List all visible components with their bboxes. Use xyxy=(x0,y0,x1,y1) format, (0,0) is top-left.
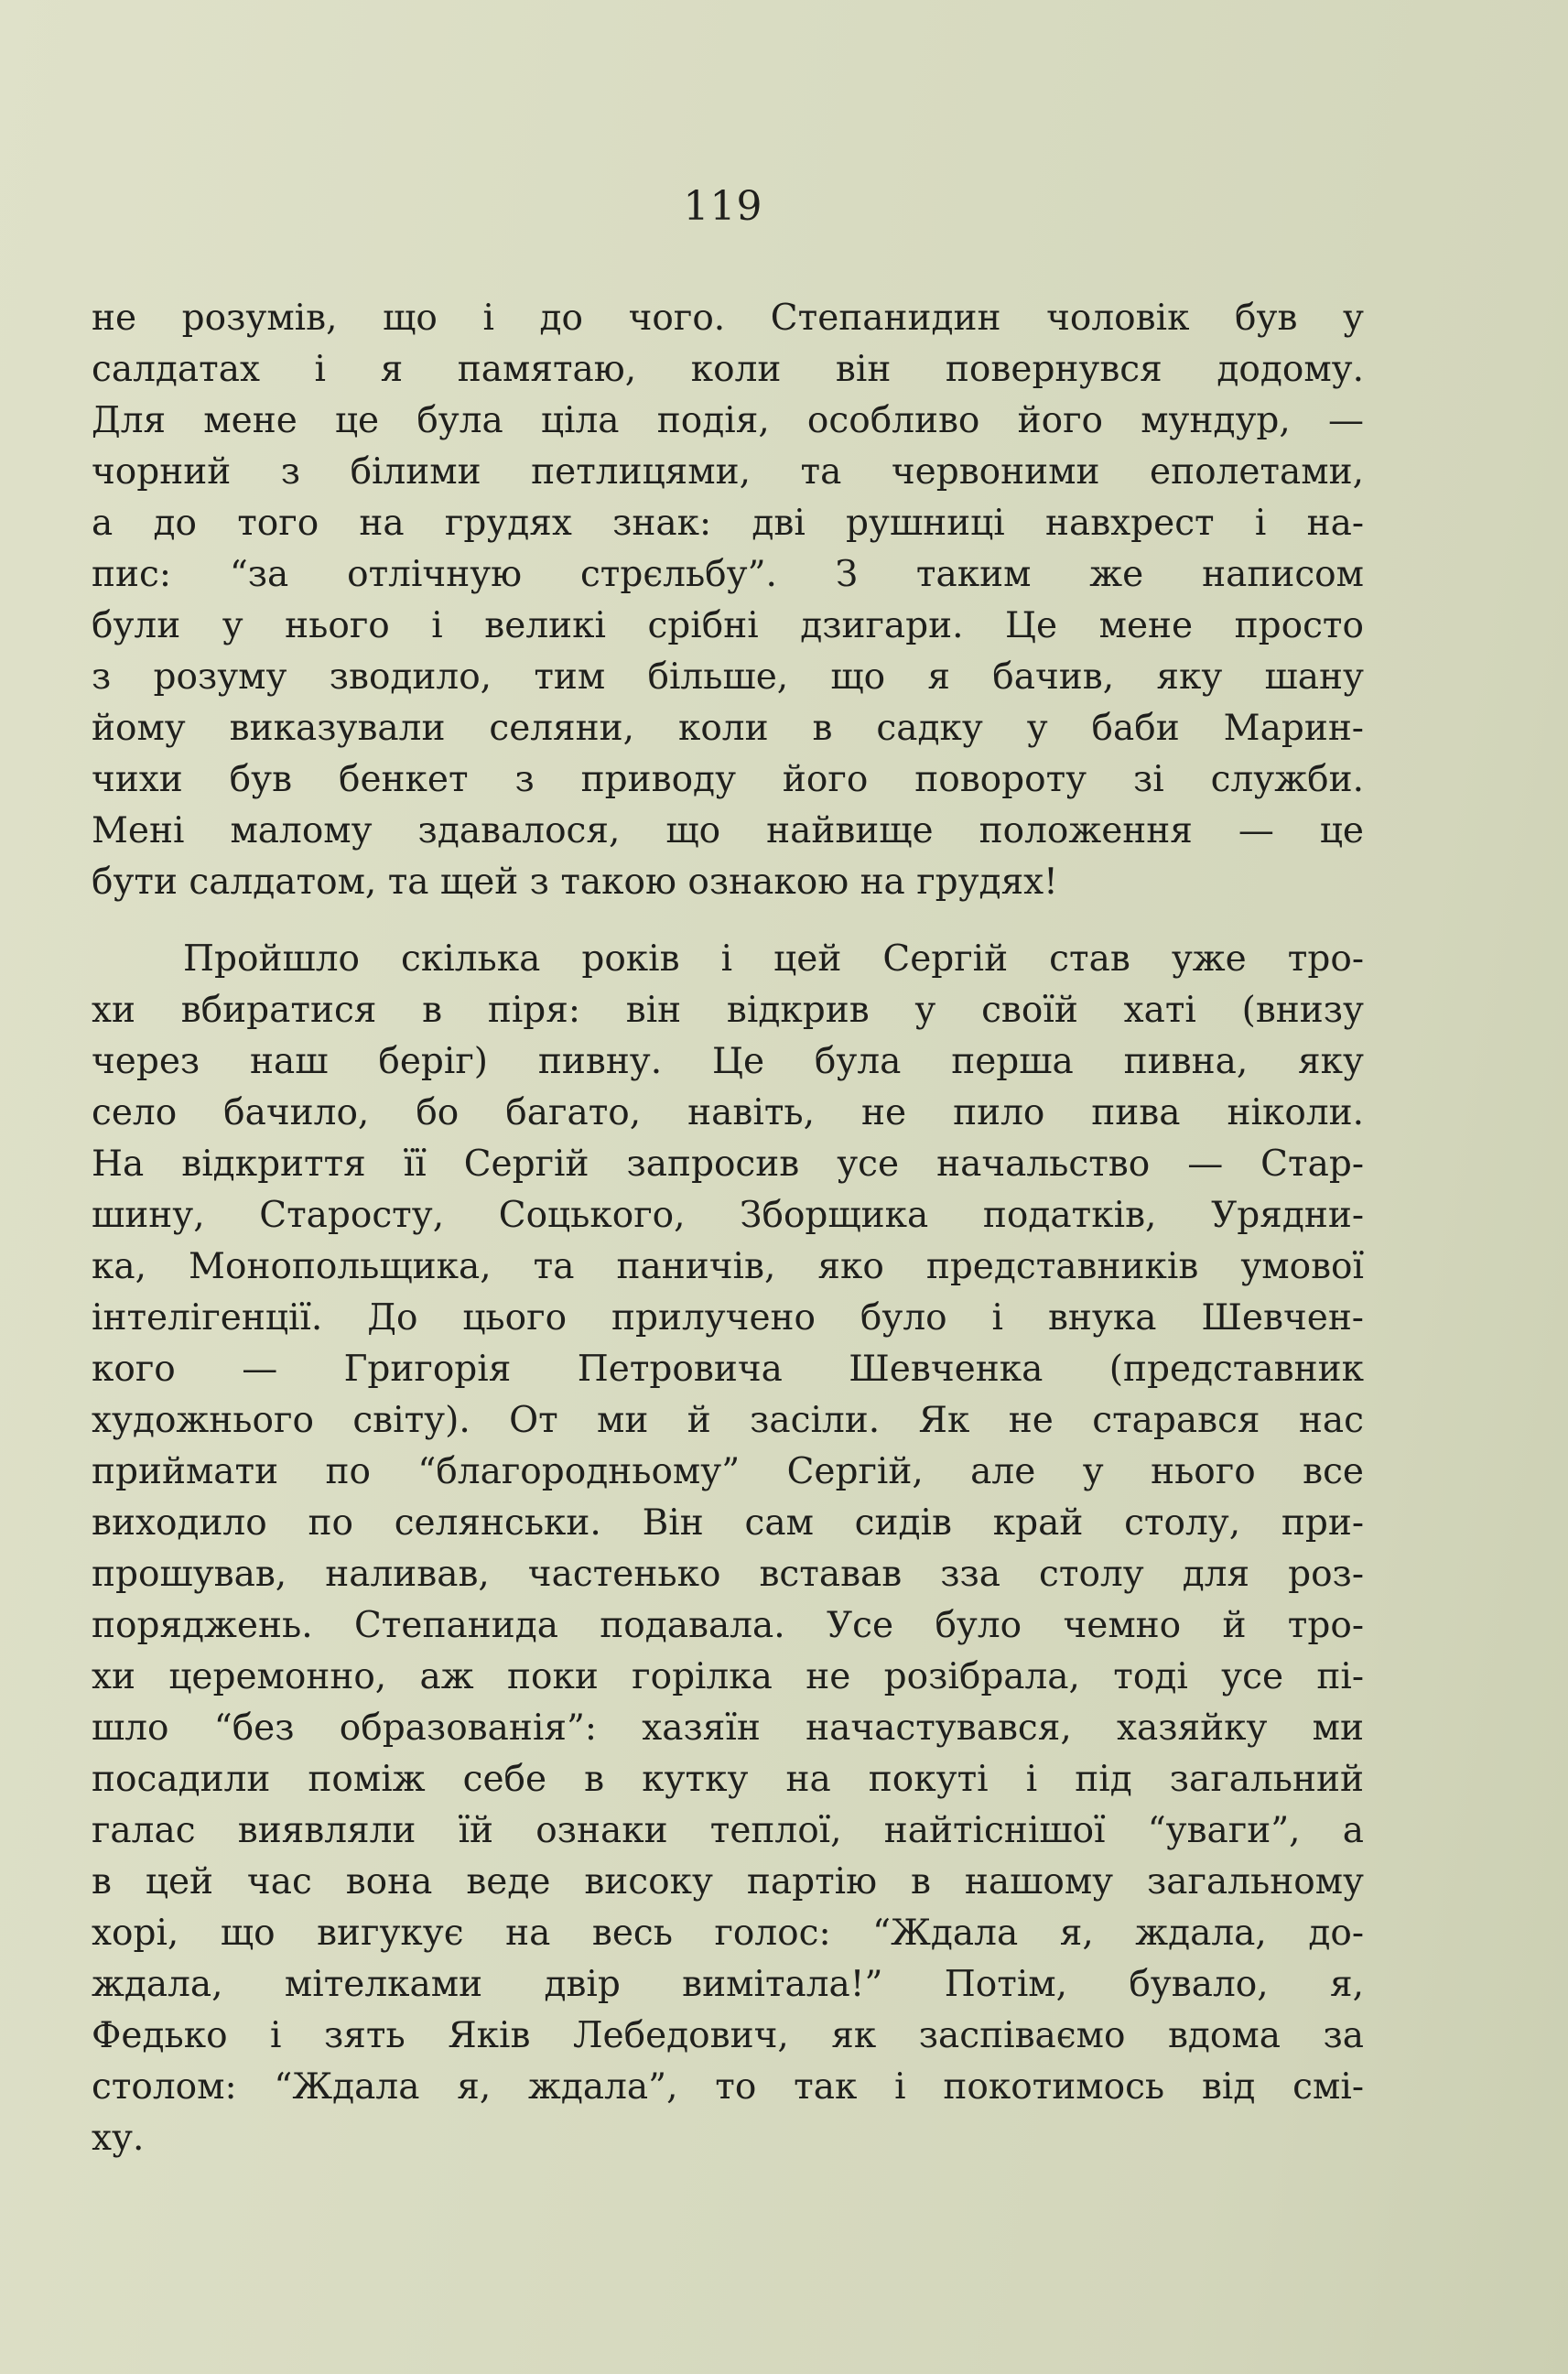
text-line: виходило по селянськи. Він сам сидів край столу, при- xyxy=(92,1502,1364,1544)
text-line: художнього світу). От ми й засіли. Як не старався нас xyxy=(92,1400,1364,1441)
text-line: були у нього і великі срібні дзигари. Це мене просто xyxy=(92,605,1364,646)
paragraph-2 xyxy=(92,934,1364,2164)
text-line: кого — Григорія Петровича Шевченка (представник xyxy=(92,1349,1364,1390)
text-line: ждала, мітелками двір вимітала!” Потім, бувало, я, xyxy=(92,1964,1364,2005)
text-line: салдатах і я памятаю, коли він повернувся додому. xyxy=(92,349,1364,390)
text-line: Мені малому здавалося, що найвище положення — це xyxy=(92,810,1364,851)
text-line: ка, Монопольщика, та паничів, яко представників умової xyxy=(92,1246,1364,1287)
text-line: ху. xyxy=(92,2118,145,2159)
text-line: Пройшло скілька років і цей Сергій став уже тро- xyxy=(183,938,1364,980)
text-line: прошував, наливав, частенько вставав зза столу для роз- xyxy=(92,1554,1364,1595)
text-line: На відкриття її Сергій запросив усе начальство — Стар- xyxy=(92,1144,1364,1185)
text-line: не розумів, що і до чого. Степанидин чоловік був у xyxy=(92,298,1364,339)
text-line: Для мене це була ціла подія, особливо його мундур, — xyxy=(92,400,1364,441)
text-line: шину, Старосту, Соцького, Зборщика податків, Урядни- xyxy=(92,1195,1364,1236)
page-number: 119 xyxy=(683,183,763,230)
text-line: інтелігенції. До цього прилучено було і внука Шевчен- xyxy=(92,1297,1364,1339)
text-line: посадили поміж себе в кутку на покуті і під загальний xyxy=(92,1759,1364,1800)
text-line: шло “без образованія”: хазяїн начастувався, хазяйку ми xyxy=(92,1707,1364,1749)
text-line: Федько і зять Яків Лебедович, як заспіваємо вдома за xyxy=(92,2015,1364,2056)
text-line: галас виявляли їй ознаки теплої, найтіснішої “уваги”, а xyxy=(92,1810,1364,1851)
text-line: столом: “Ждала я, ждала”, то так і покотимось від смі- xyxy=(92,2066,1364,2108)
text-line: чихи був бенкет з приводу його повороту зі служби. xyxy=(92,759,1364,800)
text-line: хи церемонно, аж поки горілка не розібрала, тоді усе пі- xyxy=(92,1656,1364,1697)
text-line: чорний з білими петлицями, та червоними еполетами, xyxy=(92,451,1364,493)
text-line: а до того на грудях знак: дві рушниці навхрест і на- xyxy=(92,503,1364,544)
text-line: йому виказували селяни, коли в садку у баби Марин- xyxy=(92,708,1364,749)
text-line: хи вбиратися в піря: він відкрив у своїй хаті (внизу xyxy=(92,990,1364,1031)
text-line: поряджень. Степанида подавала. Усе було чемно й тро- xyxy=(92,1605,1364,1646)
text-line: приймати по “благородньому” Сергій, але у нього все xyxy=(92,1451,1364,1492)
text-line: село бачило, бо багато, навіть, не пило пива ніколи. xyxy=(92,1092,1364,1133)
text-line: через наш беріг) пивну. Це була перша пивна, яку xyxy=(92,1041,1364,1082)
text-line: хорі, що вигукує на весь голос: “Ждала я, ждала, до- xyxy=(92,1913,1364,1954)
text-line: з розуму зводило, тим більше, що я бачив, яку шану xyxy=(92,656,1364,698)
paragraph-1 xyxy=(92,293,1364,908)
text-line: в цей час вона веде високу партію в нашому загальному xyxy=(92,1861,1364,1902)
text-line: бути салдатом, та щей з такою ознакою на грудях! xyxy=(92,862,1058,903)
text-line: пис: “за отлічную стрєльбу”. З таким же написом xyxy=(92,554,1364,595)
